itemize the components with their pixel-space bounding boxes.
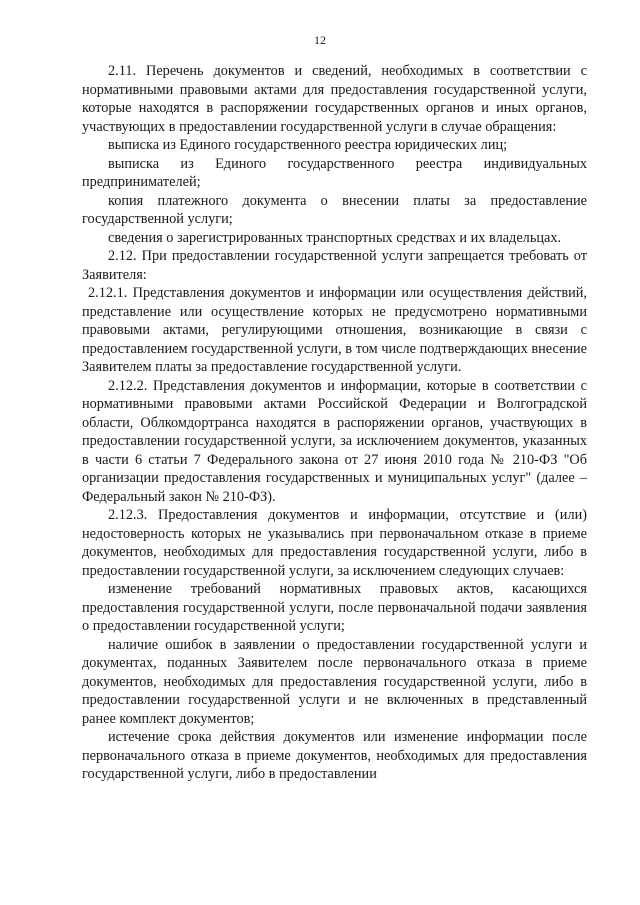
case-documents-expired: истечение срока действия документов или изменение информации после первоначального отказа в приеме документов, необходимых для предоставления государственной услуги, либо в предоставлении [82, 729, 587, 782]
list-item-egrip: выписка из Единого государственного реестра индивидуальных предпринимателей; [82, 155, 587, 190]
case-errors-in-application: наличие ошибок в заявлении о предоставлении государственной услуги и документах, поданных Заявителем после первоначального отказа в приеме документов, необходимых для предоставления государственной услуги, либо в предоставлении государственной услуги и не включенных в представленный ранее комплект документов; [82, 636, 587, 727]
paragraph-2-11: 2.11. Перечень документов и сведений, необходимых в соответствии с нормативными правовыми актами для предоставления государственной услуги, которые находятся в распоряжении государственных органов и иных органов, участвующих в предоставлении государственной услуги в случае обращения: [82, 63, 587, 135]
paragraph-2-12: 2.12. При предоставлении государственной услуги запрещается требовать от Заявителя: [82, 248, 587, 283]
paragraph-2-12-3: 2.12.3. Предоставления документов и информации, отсутствие и (или) недостоверность которых не указывались при первоначальном отказе в приеме документов, необходимых для предоставления государственной услуги, либо в предоставлении государственной услуги, за исключением следующих случаев: [82, 507, 587, 579]
list-item-vehicles: сведения о зарегистрированных транспортных средствах и их владельцах. [108, 229, 562, 246]
list-item-egrul: выписка из Единого государственного реестра юридических лиц; [108, 137, 508, 153]
case-requirements-change: изменение требований нормативных правовых актов, касающихся предоставления государственной услуги, после первоначальной подачи заявления о предоставлении государственной услуги; [82, 581, 587, 634]
paragraph-2-12-2: 2.12.2. Представления документов и информации, которые в соответствии с нормативными правовыми актами Российской Федерации и Волгоградской области, Облкомдортранса находятся в распоряжении органов, участвующих в предоставлении государственной услуги, за исключением документов, указанных в части 6 статьи 7 Федерального закона от 27 июня 2010 года № 210-ФЗ "Об организации предоставления государственных и муниципальных услуг" (далее – Федеральный закон № 210-ФЗ). [82, 377, 587, 505]
page-number: 12 [314, 33, 326, 47]
document-body [82, 62, 587, 784]
paragraph-2-12-1: 2.12.1. Представления документов и информации или осуществления действий, представление или осуществление которых не предусмотрено нормативными правовыми актами, регулирующими отношения, возникающие в связи с предоставлением государственной услуги, в том числе подтверждающих внесение Заявителем платы за предоставление государственной услуги. [82, 285, 587, 375]
list-item-payment-copy: копия платежного документа о внесении платы за предоставление государственной услуги; [82, 192, 587, 227]
